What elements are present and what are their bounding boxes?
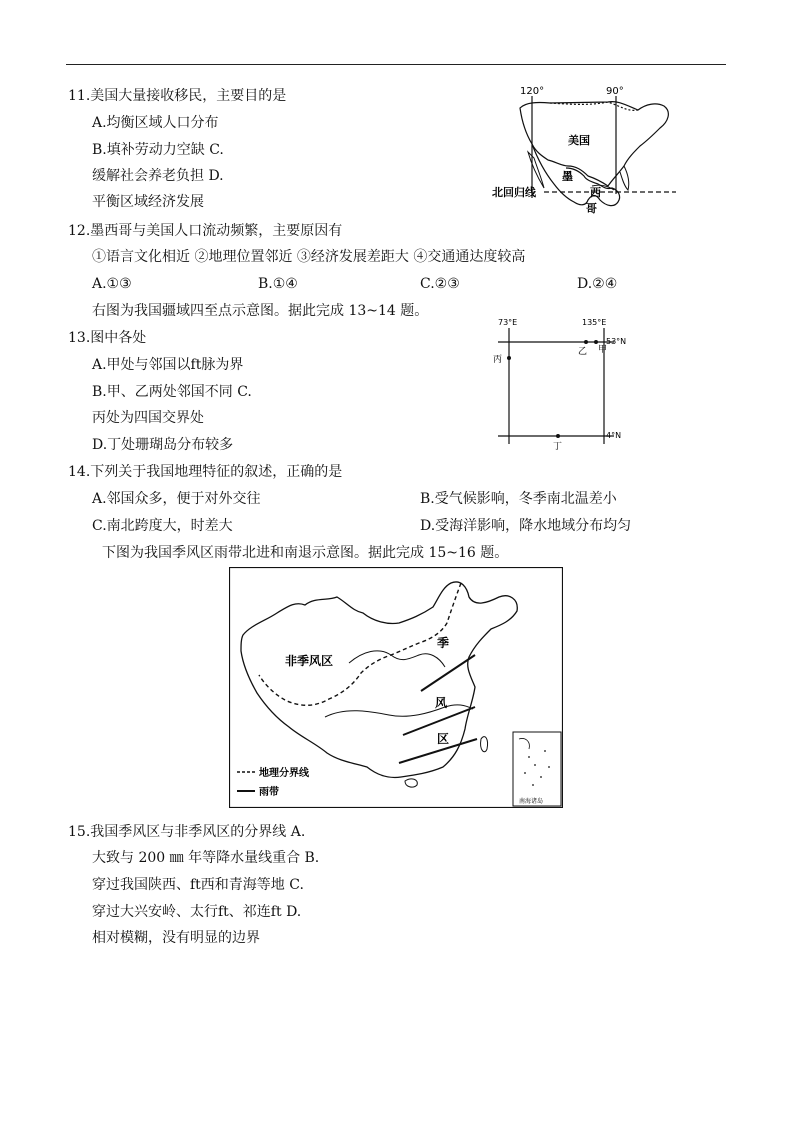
intro-15-16: 下图为我国季风区雨带北进和南退示意图。据此完成 15~16 题。 (102, 545, 509, 561)
label-135e: 135°E (582, 318, 607, 327)
label-jia: 甲 (598, 345, 608, 355)
label-90: 90° (606, 86, 624, 97)
q11-option-c: 缓解社会养老负担 D. (92, 168, 224, 184)
label-usa: 美国 (568, 134, 590, 147)
monsoon-map (229, 567, 563, 808)
label-mexico-1: 墨 (562, 170, 573, 183)
q11-option-b: B.填补劳动力空缺 C. (92, 142, 224, 158)
q15-line-1: 大致与 200 ㎜ 年等降水量线重合 B. (92, 850, 320, 866)
header-rule (66, 64, 726, 65)
usa-mexico-map (488, 82, 688, 222)
label-bing: 丙 (493, 355, 503, 365)
q15-line-3: 穿过大兴安岭、太行ft、祁连ft D. (92, 904, 302, 920)
mexico-outline (532, 144, 620, 206)
label-ji: 季 (437, 636, 450, 650)
label-qu: 区 (437, 732, 450, 746)
extreme-points-map (490, 316, 640, 456)
q12-items: ①语言文化相近 ②地理位置邻近 ③经济发展差距大 ④交通通达度较高 (92, 249, 526, 265)
q12-option-b: B.①④ (258, 276, 298, 292)
label-ding: 丁 (553, 442, 563, 452)
q11-option-a: A.均衡区域人口分布 (92, 115, 219, 131)
q12-stem: 12.墨西哥与美国人口流动频繁，主要原因有 (68, 223, 343, 239)
point-ding (556, 434, 560, 438)
inset-frame (513, 732, 561, 806)
q12-option-c: C.②③ (420, 276, 460, 292)
q14-option-d: D.受海洋影响，降水地域分布均匀 (420, 518, 632, 534)
q11-stem: 11.美国大量接收移民，主要目的是 (68, 88, 287, 104)
point-yi (584, 340, 588, 344)
inset-label: 南海诸岛 (519, 798, 544, 805)
usa-outline (520, 102, 668, 186)
q13-option-d: D.丁处珊瑚岛分布较多 (92, 437, 234, 453)
q14-option-b: B.受气候影响，冬季南北温差小 (420, 491, 617, 507)
legend-rainbelt-label: 雨带 (259, 787, 279, 798)
label-120: 120° (520, 86, 545, 97)
label-73e: 73°E (498, 318, 518, 327)
q11-option-d: 平衡区域经济发展 (92, 194, 204, 210)
usa-border-dots (550, 102, 638, 110)
label-mexico-2: 西 (590, 186, 601, 199)
q14-option-a: A.邻国众多，便于对外交往 (92, 491, 261, 507)
label-53n: 53°N (606, 337, 627, 346)
label-yi: 乙 (578, 347, 588, 357)
intro-13-14: 右图为我国疆域四至点示意图。据此完成 13~14 题。 (92, 303, 429, 319)
point-bing (507, 356, 511, 360)
q13-option-c: 丙处为四国交界处 (92, 410, 204, 426)
q13-stem: 13.图中各处 (68, 330, 147, 346)
baja-outline (528, 152, 544, 188)
q15-line-2: 穿过我国陕西、ft西和青海等地 C. (92, 877, 304, 893)
label-feng: 风 (435, 696, 448, 710)
label-non-monsoon: 非季风区 (285, 654, 334, 668)
q13-option-a: A.甲处与邻国以ft脉为界 (92, 357, 244, 373)
label-tropic: 北回归线 (492, 186, 536, 199)
label-4n: 4°N (606, 431, 622, 440)
q14-option-c: C.南北跨度大，时差大 (92, 518, 233, 534)
q14-stem: 14.下列关于我国地理特征的叙述，正确的是 (68, 464, 343, 480)
q15-stem: 15.我国季风区与非季风区的分界线 A. (68, 824, 306, 840)
label-mexico-3: 哥 (586, 202, 597, 215)
point-jia (594, 340, 598, 344)
q13-option-b: B.甲、乙两处邻国不同 C. (92, 384, 252, 400)
legend-boundary-label: 地理分界线 (259, 768, 309, 779)
q12-option-d: D.②④ (577, 276, 618, 292)
q12-option-a: A.①③ (92, 276, 132, 292)
q15-line-4: 相对模糊，没有明显的边界 (92, 930, 260, 946)
